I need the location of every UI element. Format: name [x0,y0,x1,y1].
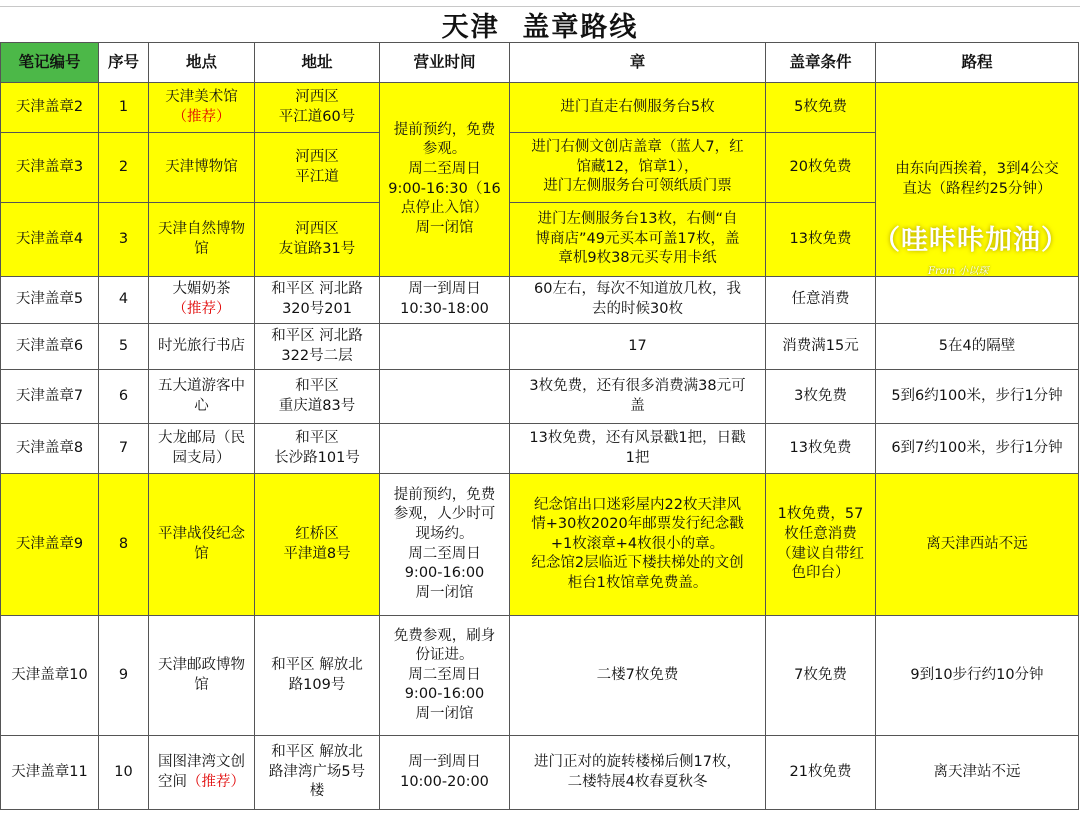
address-cell[interactable]: 和平区 解放北 路109号 [255,616,380,736]
note-id-cell[interactable]: 天津盖章4 [1,203,99,277]
seq-cell[interactable]: 9 [99,616,149,736]
title-city: 天津 [441,12,500,43]
header-seq[interactable]: 序号 [99,43,149,83]
seq-cell[interactable]: 3 [99,203,149,277]
table-row [1,736,1079,810]
place-cell[interactable]: 五大道游客中 心 [149,370,255,424]
address-cell[interactable]: 和平区 重庆道83号 [255,370,380,424]
condition-cell[interactable]: 13枚免费 [766,203,876,277]
note-id-cell[interactable]: 天津盖章9 [1,474,99,616]
seq-cell[interactable]: 6 [99,370,149,424]
table-row [1,370,1079,424]
route-cell[interactable]: 6到7约100米，步行1分钟 [876,424,1079,474]
stamp-cell[interactable]: 进门左侧服务台13枚，右侧“自 博商店”49元买本可盖17枚，盖 章机9枚38元买专用卡纸 [510,203,766,277]
address-cell[interactable]: 和平区 河北路 322号二层 [255,324,380,370]
stamp-cell[interactable]: 二楼7枚免费 [510,616,766,736]
hours-cell[interactable] [380,370,510,424]
hours-cell-merged[interactable]: 提前预约，免费 参观。 周二至周日 9:00-16:30（16 点停止入馆） 周一闭馆 [380,83,510,277]
stamp-cell[interactable]: 进门正对的旋转楼梯后侧17枚， 二楼特展4枚春夏秋冬 [510,736,766,810]
route-cell[interactable]: 离天津西站不远 [876,474,1079,616]
address-cell[interactable]: 和平区 河北路 320号201 [255,277,380,324]
author-signature: From 小以琛 [928,266,989,277]
sheet-title [0,7,1080,42]
recommend-tag: （推荐） [172,108,231,125]
place-cell[interactable]: 平津战役纪念 馆 [149,474,255,616]
cheer-sticker-text: （哇咔咔加油） [873,224,1069,256]
place-cell[interactable]: 天津邮政博物 馆 [149,616,255,736]
route-cell[interactable]: 离天津站不远 [876,736,1079,810]
condition-cell[interactable]: 20枚免费 [766,133,876,203]
recommend-tag: （推荐） [172,301,231,317]
seq-cell[interactable]: 10 [99,736,149,810]
header-condition[interactable]: 盖章条件 [766,43,876,83]
note-id-cell[interactable]: 天津盖章10 [1,616,99,736]
hours-cell[interactable]: 提前预约，免费 参观，人少时可 现场约。 周二至周日 9:00-16:00 周一闭馆 [380,474,510,616]
seq-cell[interactable]: 1 [99,83,149,133]
stamp-cell[interactable]: 13枚免费，还有风景戳1把，日戳 1把 [510,424,766,474]
place-cell[interactable]: 国图津湾文创 空间（推荐） [149,736,255,810]
header-route[interactable]: 路程 [876,43,1079,83]
header-hours[interactable]: 营业时间 [380,43,510,83]
table-row [1,83,1079,133]
hours-cell[interactable]: 周一到周日 10:00-20:00 [380,736,510,810]
address-cell[interactable]: 河西区 平江道60号 [255,83,380,133]
note-id-cell[interactable]: 天津盖章8 [1,424,99,474]
note-id-cell[interactable]: 天津盖章7 [1,370,99,424]
condition-cell[interactable]: 13枚免费 [766,424,876,474]
condition-cell[interactable]: 5枚免费 [766,83,876,133]
place-cell[interactable]: 天津美术馆 （推荐） [149,83,255,133]
hours-cell[interactable]: 周一到周日 10:30-18:00 [380,277,510,324]
route-cell-merged[interactable]: 由东向西挨着，3到4公交 直达（路程约25分钟） [876,83,1079,277]
address-cell[interactable]: 和平区 解放北 路津湾广场5号 楼 [255,736,380,810]
place-cell[interactable]: 天津自然博物 馆 [149,203,255,277]
address-cell[interactable]: 和平区 长沙路101号 [255,424,380,474]
condition-cell[interactable]: 消费满15元 [766,324,876,370]
stamp-cell[interactable]: 3枚免费，还有很多消费满38元可 盖 [510,370,766,424]
route-cell[interactable]: 5到6约100米，步行1分钟 [876,370,1079,424]
header-place[interactable]: 地点 [149,43,255,83]
table-row [1,424,1079,474]
header-stamp[interactable]: 章 [510,43,766,83]
table-row [1,324,1079,370]
stamp-cell[interactable]: 纪念馆出口迷彩屋内22枚天津风 情+30枚2020年邮票发行纪念戳 +1枚滚章+4枚很小的章。 纪念馆2层临近下楼扶梯处的文创 柜台1枚馆章免费盖。 [510,474,766,616]
stamp-cell[interactable]: 进门右侧文创店盖章（蓝人7，红 馆藏12，馆章1）， 进门左侧服务台可领纸质门票 [510,133,766,203]
table-row [1,277,1079,324]
header-row [1,43,1079,83]
address-cell[interactable]: 红桥区 平津道8号 [255,474,380,616]
place-cell[interactable]: 大龙邮局（民 园支局） [149,424,255,474]
note-id-cell[interactable]: 天津盖章6 [1,324,99,370]
address-cell[interactable]: 河西区 友谊路31号 [255,203,380,277]
stamp-cell[interactable]: 进门直走右侧服务台5枚 [510,83,766,133]
hours-cell[interactable] [380,424,510,474]
place-cell[interactable]: 天津博物馆 [149,133,255,203]
note-id-cell[interactable]: 天津盖章11 [1,736,99,810]
address-cell[interactable]: 河西区 平江道 [255,133,380,203]
place-cell[interactable]: 大媚奶茶 （推荐） [149,277,255,324]
stamp-cell[interactable]: 17 [510,324,766,370]
seq-cell[interactable]: 5 [99,324,149,370]
note-id-cell[interactable]: 天津盖章2 [1,83,99,133]
note-id-cell[interactable]: 天津盖章5 [1,277,99,324]
condition-cell[interactable]: 3枚免费 [766,370,876,424]
seq-cell[interactable]: 2 [99,133,149,203]
condition-cell[interactable]: 21枚免费 [766,736,876,810]
stamp-route-table [0,42,1079,810]
condition-cell[interactable]: 1枚免费，57 枚任意消费 （建议自带红 色印台） [766,474,876,616]
condition-cell[interactable]: 7枚免费 [766,616,876,736]
hours-cell[interactable] [380,324,510,370]
route-cell[interactable] [876,277,1079,324]
route-cell[interactable]: 9到10步行约10分钟 [876,616,1079,736]
title-route: 盖章路线 [522,12,639,43]
hours-cell[interactable]: 免费参观，刷身 份证进。 周二至周日 9:00-16:00 周一闭馆 [380,616,510,736]
table-row [1,474,1079,616]
table-row [1,616,1079,736]
recommend-tag: （推荐） [187,773,245,790]
place-cell[interactable]: 时光旅行书店 [149,324,255,370]
note-id-cell[interactable]: 天津盖章3 [1,133,99,203]
route-cell[interactable]: 5在4的隔壁 [876,324,1079,370]
seq-cell[interactable]: 8 [99,474,149,616]
header-address[interactable]: 地址 [255,43,380,83]
header-note-id[interactable]: 笔记编号 [1,43,99,83]
seq-cell[interactable]: 4 [99,277,149,324]
stamp-cell[interactable]: 60左右，每次不知道放几枚，我 去的时候30枚 [510,277,766,324]
condition-cell[interactable]: 任意消费 [766,277,876,324]
seq-cell[interactable]: 7 [99,424,149,474]
